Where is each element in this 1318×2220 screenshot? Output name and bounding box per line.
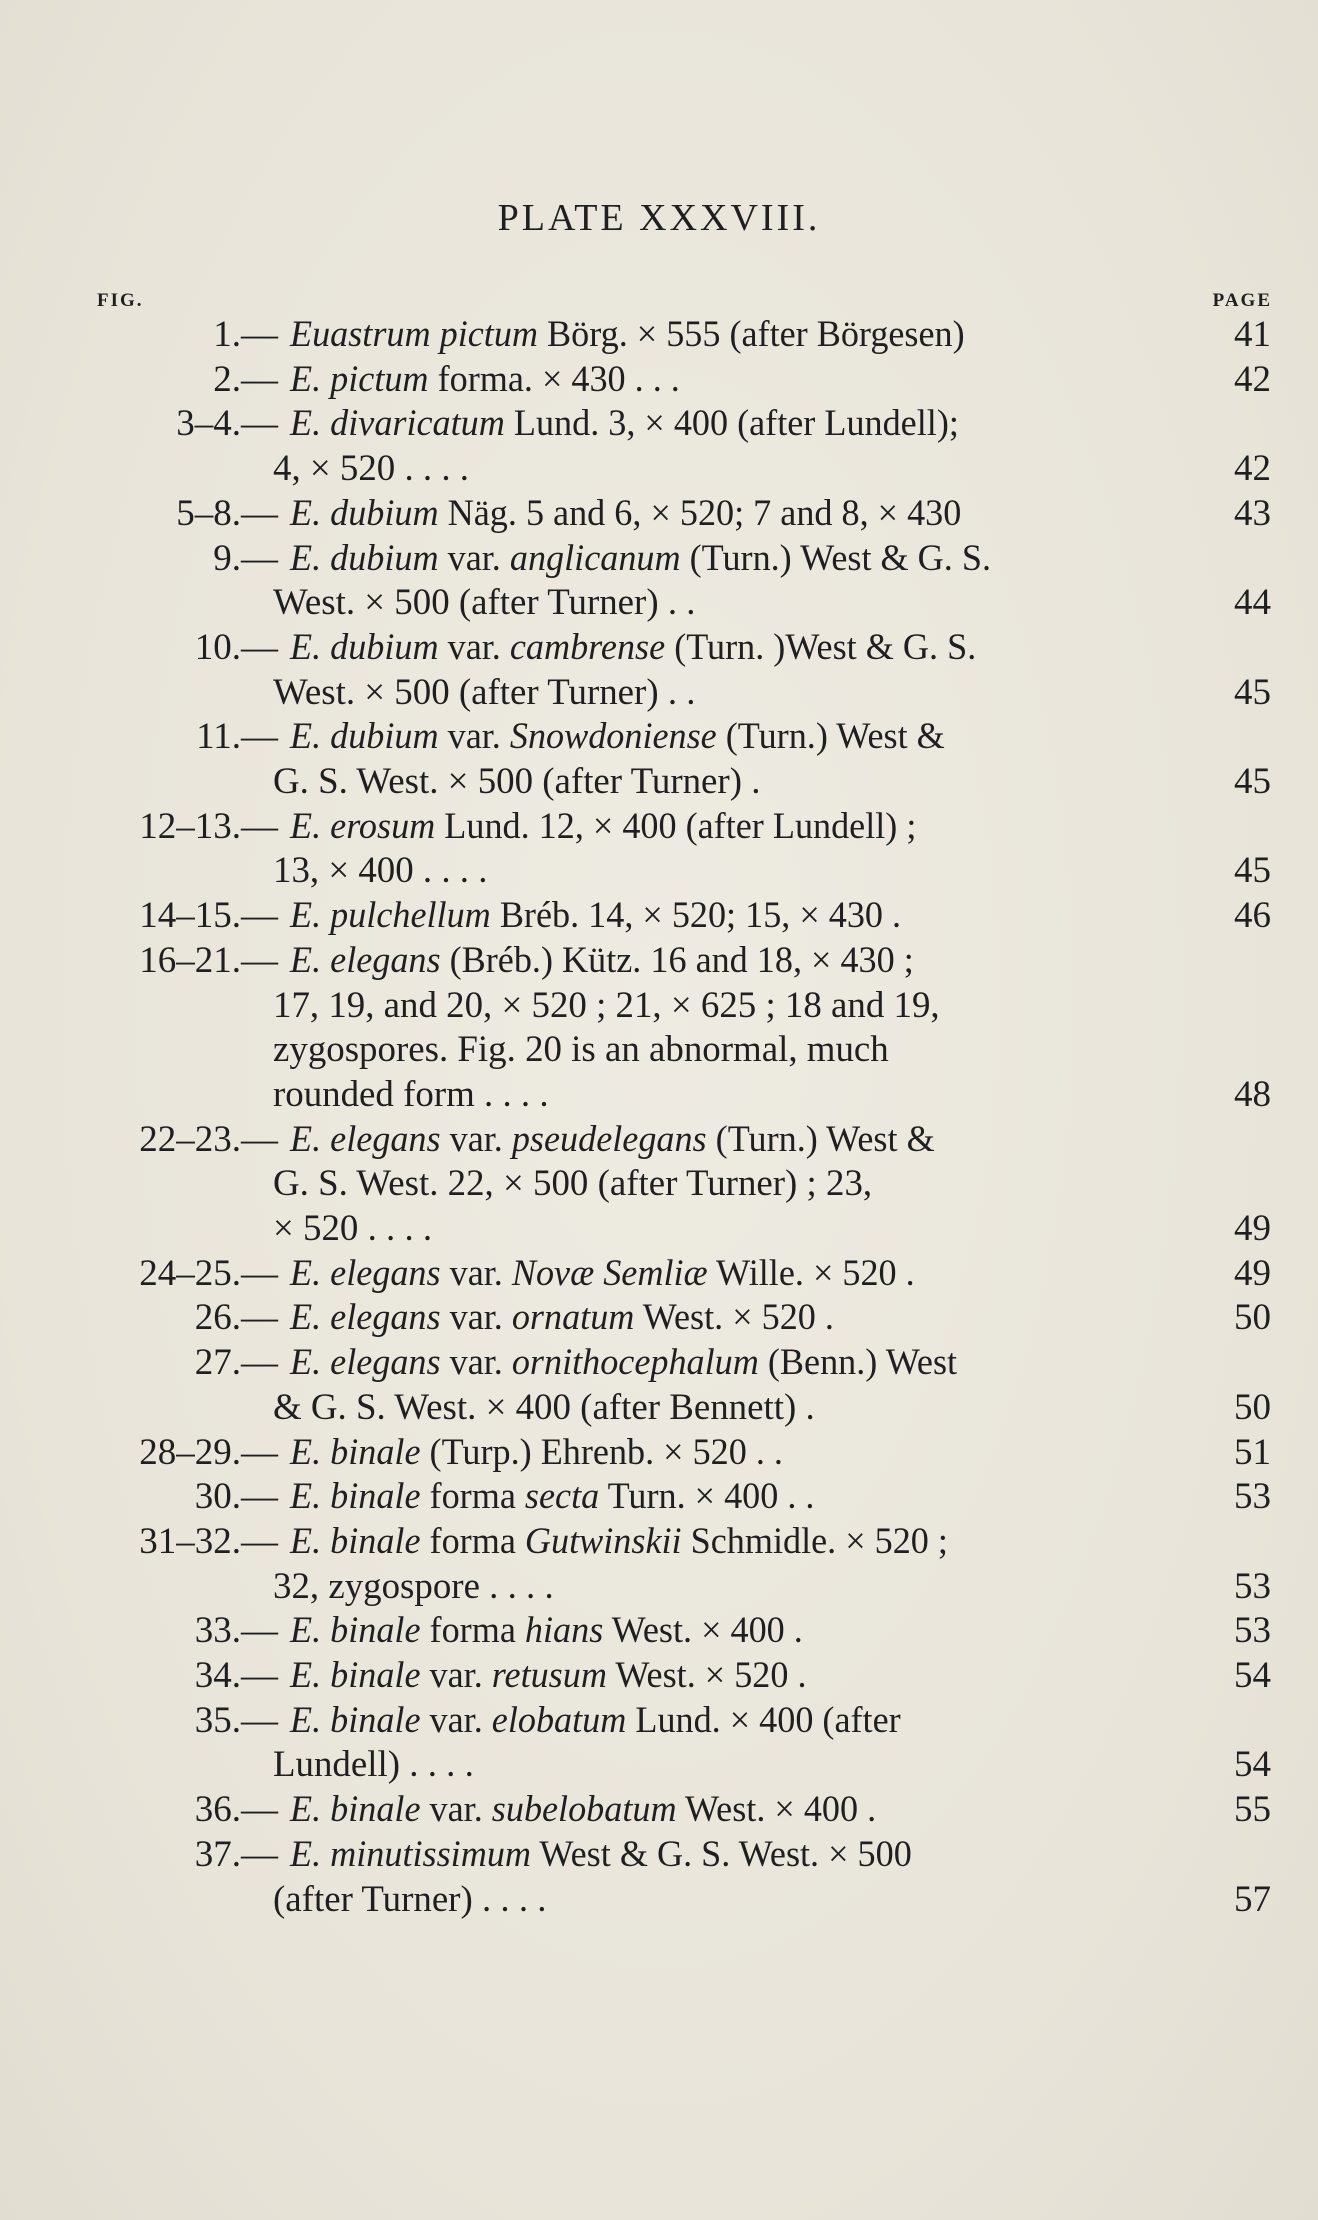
figure-number: 28–29.	[139, 1431, 241, 1473]
em-dash: —	[241, 1699, 278, 1741]
entry-segment: Bréb. 14, × 520; 15, × 430 .	[490, 895, 902, 937]
entry-segment: G. S. West. 22, × 500 (after Turner) ; 23,	[273, 1163, 873, 1205]
entry-segment: var.	[438, 537, 510, 579]
figure-number: 27.	[194, 1342, 241, 1384]
fig-column-header: FIG.	[97, 290, 144, 311]
taxon-name: ornithocephalum	[511, 1342, 759, 1384]
entry-segment: rounded form . . . .	[273, 1073, 549, 1115]
entry-segment: Lund. × 400 (after	[626, 1699, 901, 1741]
taxon-name: subelobatum	[491, 1789, 677, 1831]
page-number: 42	[1234, 448, 1271, 490]
page-number: 50	[1234, 1297, 1271, 1339]
entry-text	[290, 1699, 1150, 1743]
entry-line	[0, 358, 1318, 402]
taxon-name: retusum	[491, 1655, 607, 1696]
page-number: 45	[1234, 671, 1271, 713]
taxon-name: E. elegans	[290, 939, 441, 981]
figure-number: 36.	[194, 1789, 241, 1831]
entry-segment: forma	[420, 1520, 525, 1562]
entry-text	[290, 626, 1150, 670]
taxon-name: secta	[524, 1476, 600, 1518]
entry-segment: West. × 520 .	[634, 1297, 834, 1339]
entry-line	[0, 1386, 1318, 1430]
entry-line	[0, 1475, 1318, 1519]
em-dash: —	[241, 1520, 278, 1562]
em-dash: —	[241, 1252, 278, 1294]
entry-line	[0, 849, 1318, 893]
em-dash: —	[241, 716, 278, 758]
page-number: 49	[1234, 1252, 1271, 1294]
entry-text	[290, 1654, 1150, 1698]
entry-line	[0, 894, 1318, 938]
figure-number: 24–25.	[139, 1252, 241, 1294]
entry-line	[0, 1296, 1318, 1340]
entry-text	[273, 760, 1150, 804]
entry-segment: Lund. 12, × 400 (after Lundell) ;	[435, 805, 917, 847]
plate-title: PLATE XXXVIII.	[497, 197, 821, 239]
em-dash: —	[241, 1610, 278, 1652]
entry-segment: var.	[420, 1789, 492, 1831]
em-dash: —	[241, 895, 278, 937]
entry-segment: Lund. 3, × 400 (after Lundell);	[504, 403, 959, 445]
entry-text	[273, 849, 1150, 893]
entry-segment: 13, × 400 . . . .	[273, 850, 488, 892]
em-dash: —	[241, 314, 278, 355]
entry-segment: 4, × 520 . . . .	[273, 448, 470, 490]
entry-segment: (Turn.) West &	[706, 1118, 935, 1160]
entry-text	[273, 1565, 1150, 1609]
entry-segment: Turn. × 400 . .	[599, 1476, 815, 1518]
figure-number: 34.	[194, 1655, 241, 1696]
entry-line	[0, 1341, 1318, 1385]
em-dash: —	[241, 1431, 278, 1473]
taxon-name: E. elegans	[290, 1297, 441, 1339]
taxon-name: E. minutissimum	[290, 1833, 532, 1875]
taxon-name: E. erosum	[290, 805, 436, 847]
entry-segment: forma	[420, 1610, 525, 1652]
taxon-name: E. binale	[290, 1476, 421, 1518]
entry-text	[290, 537, 1150, 581]
entry-text	[273, 1386, 1150, 1430]
entry-line	[0, 1654, 1318, 1698]
taxon-name: Gutwinskii	[524, 1520, 682, 1562]
entry-line	[0, 1788, 1318, 1832]
taxon-name: E. pulchellum	[290, 895, 491, 937]
page-number: 49	[1234, 1208, 1271, 1249]
em-dash: —	[241, 1342, 278, 1384]
taxon-name: E. pictum	[290, 358, 429, 400]
em-dash: —	[241, 1655, 278, 1696]
em-dash: —	[241, 403, 278, 445]
entry-segment: var.	[440, 1118, 512, 1160]
taxon-name: cambrense	[509, 626, 666, 668]
entry-text	[290, 715, 1150, 759]
entry-text	[273, 1073, 1150, 1117]
page-number: 43	[1234, 492, 1271, 534]
entry-segment: West. × 500 (after Turner) . .	[273, 671, 696, 713]
entry-segment: G. S. West. × 500 (after Turner) .	[273, 761, 761, 802]
figure-number: 3–4.	[176, 403, 241, 445]
entry-segment: forma. × 430 . . .	[428, 358, 680, 400]
entry-text	[290, 1475, 1150, 1519]
entry-text	[273, 447, 1150, 491]
entry-text	[290, 313, 1150, 357]
entry-segment: & G. S. West. × 400 (after Bennett) .	[273, 1386, 815, 1428]
entry-segment: Börg. × 555 (after Börgesen)	[538, 314, 965, 355]
entry-segment: forma	[420, 1476, 525, 1518]
entry-text	[273, 581, 1150, 625]
page-number: 44	[1234, 582, 1271, 624]
entry-line	[0, 1431, 1318, 1475]
entry-line	[0, 537, 1318, 581]
entry-line	[0, 1162, 1318, 1206]
entry-text	[273, 1162, 1150, 1206]
entry-text	[290, 1520, 1150, 1564]
figure-number: 16–21.	[139, 939, 241, 981]
entry-segment: (Turn. )West & G. S.	[665, 626, 977, 668]
em-dash: —	[241, 1789, 278, 1831]
taxon-name: E. binale	[290, 1699, 421, 1741]
entry-line	[0, 805, 1318, 849]
figure-number: 9.	[213, 537, 241, 579]
taxon-name: anglicanum	[509, 537, 681, 579]
entry-text	[273, 1028, 1150, 1072]
entry-segment: var.	[440, 1342, 512, 1384]
entry-line	[0, 1743, 1318, 1787]
entry-text	[290, 805, 1150, 849]
taxon-name: E. dubium	[290, 626, 439, 668]
taxon-name: E. binale	[290, 1789, 421, 1831]
entry-segment: (Turp.) Ehrenb. × 520 . .	[420, 1431, 783, 1473]
figure-number: 26.	[194, 1297, 241, 1339]
em-dash: —	[241, 939, 278, 981]
taxon-name: pseudelegans	[511, 1118, 707, 1160]
entry-segment: var.	[420, 1655, 492, 1696]
taxon-name: Snowdoniense	[509, 716, 717, 758]
entry-text	[273, 984, 1150, 1028]
taxon-name: ornatum	[511, 1297, 635, 1339]
entry-line	[0, 1028, 1318, 1072]
figure-number: 5–8.	[176, 492, 241, 534]
entry-text	[290, 894, 1150, 938]
page-number: 50	[1234, 1386, 1271, 1428]
taxon-name: E. divaricatum	[290, 403, 505, 445]
page-number: 53	[1234, 1610, 1271, 1652]
entry-line	[0, 581, 1318, 625]
page-number: 54	[1234, 1655, 1271, 1696]
entry-segment: West. × 400 .	[676, 1789, 877, 1831]
taxon-name: hians	[524, 1610, 604, 1652]
entry-segment: West. × 400 .	[603, 1610, 803, 1652]
entry-line	[0, 984, 1318, 1028]
entry-segment: (Turn.) West &	[716, 716, 945, 758]
entry-text	[273, 1207, 1150, 1251]
entry-segment: 32, zygospore . . . .	[273, 1565, 554, 1607]
taxon-name: E. binale	[290, 1655, 421, 1696]
taxon-name: E. binale	[290, 1520, 421, 1562]
em-dash: —	[241, 626, 278, 668]
entry-text	[290, 1833, 1150, 1877]
taxon-name: E. dubium	[290, 716, 439, 758]
em-dash: —	[241, 805, 278, 847]
entry-segment: 17, 19, and 20, × 520 ; 21, × 625 ; 18 and 19,	[273, 984, 940, 1026]
entry-segment: Wille. × 520 .	[707, 1252, 915, 1294]
page-number: 51	[1234, 1431, 1271, 1473]
taxon-name: E. binale	[290, 1431, 421, 1473]
figure-number: 2.	[213, 358, 241, 400]
taxon-name: E. dubium	[290, 537, 439, 579]
entry-segment: West. × 520 .	[606, 1655, 807, 1696]
entry-line	[0, 715, 1318, 759]
taxon-name: E. elegans	[290, 1118, 441, 1160]
entry-line	[0, 760, 1318, 804]
entry-segment: var.	[440, 1297, 512, 1339]
entry-text	[290, 1341, 1150, 1385]
entry-segment: var.	[438, 716, 510, 758]
page-number: 48	[1234, 1073, 1271, 1115]
em-dash: —	[241, 1297, 278, 1339]
page-column-header: PAGE	[1212, 290, 1272, 311]
figure-number: 12–13.	[139, 805, 241, 847]
entry-line	[0, 1565, 1318, 1609]
entry-line	[0, 1252, 1318, 1296]
taxon-name: E. dubium	[290, 492, 439, 534]
em-dash: —	[241, 1833, 278, 1875]
entry-text	[273, 1743, 1150, 1787]
page-number: 55	[1234, 1789, 1271, 1831]
entry-segment: (Turn.) West & G. S.	[680, 537, 991, 579]
taxon-name: elobatum	[491, 1699, 627, 1741]
figure-number: 30.	[194, 1476, 241, 1518]
entry-segment: (Benn.) West	[758, 1342, 958, 1384]
entry-text	[290, 1431, 1150, 1475]
entry-line	[0, 402, 1318, 446]
entry-line	[0, 447, 1318, 491]
entry-segment: West. × 500 (after Turner) . .	[273, 582, 696, 624]
entry-line	[0, 1699, 1318, 1743]
taxon-name: E. elegans	[290, 1252, 441, 1294]
entry-segment: var.	[440, 1252, 512, 1294]
entry-text	[290, 1118, 1150, 1162]
em-dash: —	[241, 537, 278, 579]
figure-number: 1.	[213, 314, 241, 355]
taxon-name: E. elegans	[290, 1342, 441, 1384]
entry-segment: var.	[420, 1699, 492, 1741]
entry-segment: × 520 . . . .	[273, 1208, 433, 1249]
page-number: 41	[1234, 314, 1271, 355]
entry-segment: (after Turner) . . . .	[273, 1878, 547, 1920]
page-number: 45	[1234, 761, 1271, 802]
em-dash: —	[241, 1118, 278, 1160]
entry-text	[290, 1788, 1150, 1832]
entry-text	[290, 1609, 1150, 1653]
taxon-name: Euastrum pictum	[290, 314, 539, 355]
entry-line	[0, 313, 1318, 357]
entry-line	[0, 626, 1318, 670]
entry-line	[0, 1073, 1318, 1117]
entry-line	[0, 1118, 1318, 1162]
entry-line	[0, 1207, 1318, 1251]
entry-text	[290, 1296, 1150, 1340]
figure-number: 22–23.	[139, 1118, 241, 1160]
figure-number: 33.	[194, 1610, 241, 1652]
figure-number: 37.	[194, 1833, 241, 1875]
taxon-name: E. binale	[290, 1610, 421, 1652]
entry-segment: Näg. 5 and 6, × 520; 7 and 8, × 430	[438, 492, 962, 534]
entry-line	[0, 671, 1318, 715]
entry-text	[273, 1878, 1150, 1922]
taxon-name: Novæ Semliæ	[511, 1252, 708, 1294]
figure-number: 10.	[194, 626, 241, 668]
figure-number: 31–32.	[139, 1520, 241, 1562]
entry-segment: Schmidle. × 520 ;	[681, 1520, 948, 1562]
entry-segment: Lundell) . . . .	[273, 1744, 474, 1786]
figure-number: 11.	[196, 716, 241, 758]
entry-line	[0, 939, 1318, 983]
entry-segment: (Bréb.) Kütz. 16 and 18, × 430 ;	[440, 939, 914, 981]
page-number: 42	[1234, 358, 1271, 400]
page-number: 57	[1234, 1878, 1271, 1920]
entry-segment: West & G. S. West. × 500	[531, 1833, 912, 1875]
entry-text	[290, 492, 1150, 536]
entry-segment: var.	[438, 626, 510, 668]
entry-line	[0, 492, 1318, 536]
entry-line	[0, 1878, 1318, 1922]
figure-number: 35.	[194, 1699, 241, 1741]
em-dash: —	[241, 1476, 278, 1518]
entry-text	[290, 358, 1150, 402]
page-number: 54	[1234, 1744, 1271, 1786]
figure-number: 14–15.	[139, 895, 241, 937]
entry-text	[290, 402, 1150, 446]
em-dash: —	[241, 492, 278, 534]
page-number: 45	[1234, 850, 1271, 892]
page-number: 46	[1234, 895, 1271, 937]
entry-line	[0, 1833, 1318, 1877]
entry-text	[290, 939, 1150, 983]
em-dash: —	[241, 358, 278, 400]
entry-text	[290, 1252, 1150, 1296]
entry-segment: zygospores. Fig. 20 is an abnormal, much	[273, 1029, 889, 1071]
entry-line	[0, 1520, 1318, 1564]
entry-line	[0, 1609, 1318, 1653]
page-number: 53	[1234, 1565, 1271, 1607]
entry-text	[273, 671, 1150, 715]
page-number: 53	[1234, 1476, 1271, 1518]
